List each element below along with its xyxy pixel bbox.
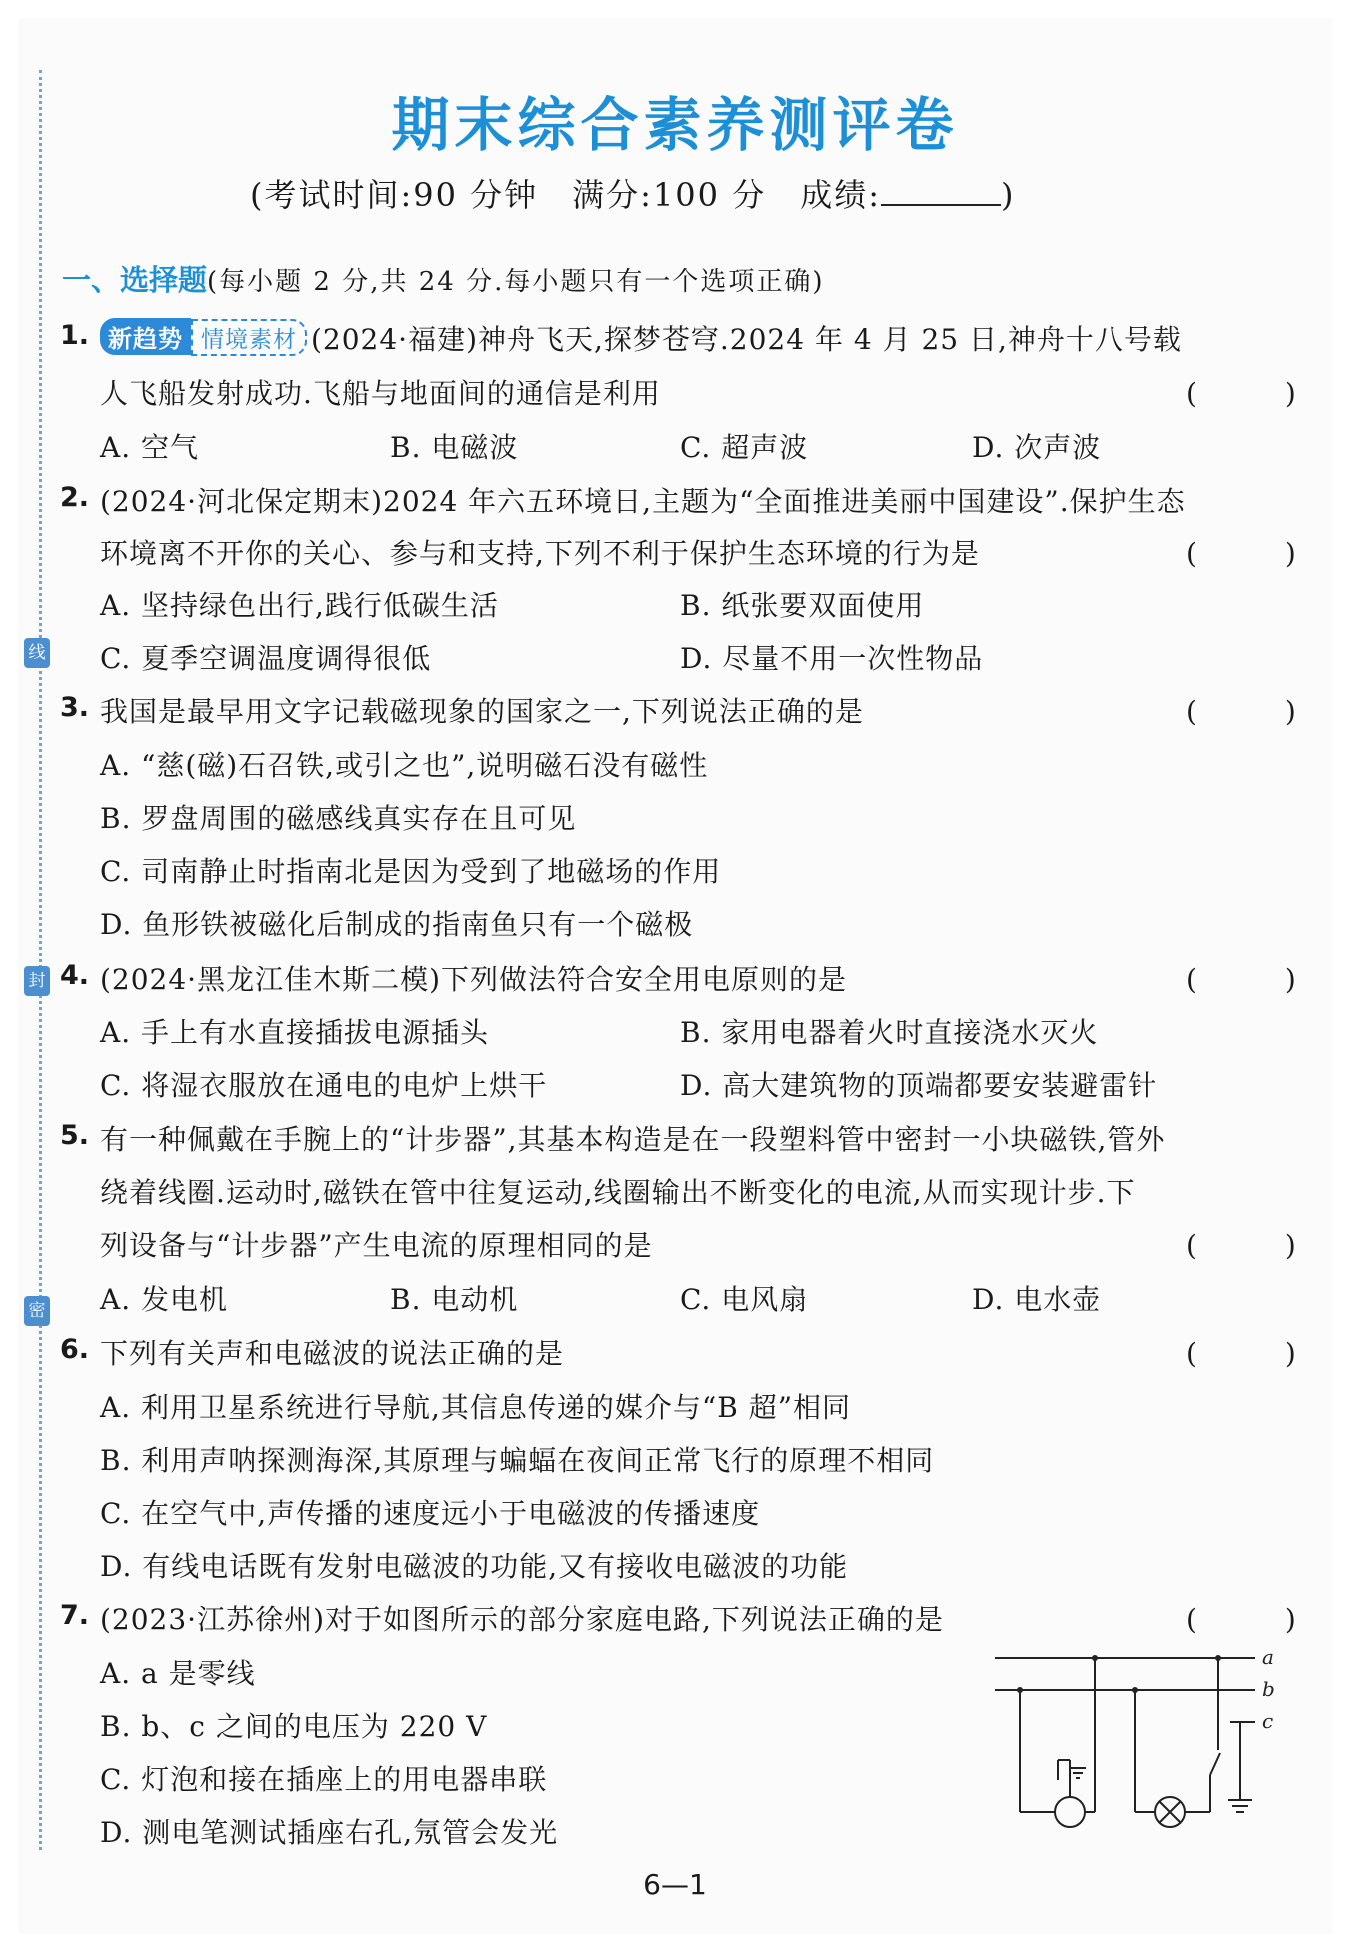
option: B. b、c 之间的电压为 220 V [100, 1710, 488, 1743]
question-text: 有一种佩戴在手腕上的“计步器”,其基本构造是在一段塑料管中密封一小块磁铁,管外 [100, 1123, 1166, 1156]
side-tab-feng: 封 [24, 966, 50, 996]
question-number: 5. [60, 1120, 90, 1151]
question-number: 2. [60, 482, 90, 513]
question-1-line-1 [100, 318, 1182, 358]
answer-paren[interactable]: ( ) [1186, 695, 1326, 728]
question-text: (2023·江苏徐州)对于如图所示的部分家庭电路,下列说法正确的是 [100, 1603, 944, 1636]
answer-paren[interactable]: ( ) [1186, 537, 1326, 570]
exam-info-text: (考试时间:90 分钟 满分:100 分 成绩: [250, 176, 881, 214]
option: A. “慈(磁)石召铁,或引之也”,说明磁石没有磁性 [100, 749, 709, 782]
option: D. 高大建筑物的顶端都要安装避雷针 [680, 1069, 1158, 1102]
question-text: (2024·福建)神舟飞天,探梦苍穹.2024 年 4 月 25 日,神舟十八号载 [311, 323, 1182, 356]
answer-paren[interactable]: ( ) [1186, 1229, 1326, 1262]
label-c: c [1262, 1709, 1274, 1733]
question-number: 7. [60, 1600, 90, 1631]
option: A. 坚持绿色出行,践行低碳生活 [100, 589, 499, 622]
option: D. 有线电话既有发射电磁波的功能,又有接收电磁波的功能 [100, 1550, 849, 1583]
answer-paren[interactable]: ( ) [1186, 1337, 1326, 1370]
score-blank[interactable] [881, 178, 1001, 206]
option: C. 电风扇 [680, 1283, 809, 1316]
option: A. a 是零线 [100, 1657, 256, 1690]
question-text: 绕着线圈.运动时,磁铁在管中往复运动,线圈输出不断变化的电流,从而实现计步.下 [100, 1176, 1136, 1209]
household-circuit-diagram [990, 1640, 1290, 1840]
exam-info-close: ) [1000, 176, 1016, 214]
option: D. 尽量不用一次性物品 [680, 642, 984, 675]
answer-paren[interactable]: ( ) [1186, 963, 1326, 996]
question-number: 3. [60, 692, 90, 723]
side-tab-mi: 密 [24, 1296, 50, 1326]
socket-symbol [1055, 1797, 1085, 1827]
binding-dotted-line [39, 70, 42, 1850]
label-a: a [1262, 1645, 1274, 1669]
option: B. 利用声呐探测海深,其原理与蝙蝠在夜间正常飞行的原理不相同 [100, 1444, 935, 1477]
answer-paren[interactable]: ( ) [1186, 377, 1326, 410]
question-text: 环境离不开你的关心、参与和支持,下列不利于保护生态环境的行为是 [100, 537, 980, 570]
section-title: 一、选择题 [62, 263, 208, 297]
option: B. 家用电器着火时直接浇水灭火 [680, 1016, 1099, 1049]
option: C. 司南静止时指南北是因为受到了地磁场的作用 [100, 855, 722, 888]
option: C. 超声波 [680, 431, 809, 464]
answer-paren[interactable]: ( ) [1186, 1603, 1326, 1636]
new-trend-badge: 新趋势 [100, 318, 191, 355]
option: C. 夏季空调温度调得很低 [100, 642, 432, 675]
page-title: 期末综合素养测评卷 [391, 91, 959, 159]
page-number: 6—1 [643, 1868, 707, 1901]
question-number: 4. [60, 960, 90, 991]
option: D. 次声波 [972, 431, 1102, 464]
option: D. 测电笔测试插座右孔,氖管会发光 [100, 1816, 559, 1849]
section-header [62, 258, 825, 299]
option: B. 纸张要双面使用 [680, 589, 925, 622]
context-material-badge: 情境素材 [191, 319, 307, 356]
question-text: (2024·河北保定期末)2024 年六五环境日,主题为“全面推进美丽中国建设”.保护生态 [100, 485, 1186, 518]
option: D. 鱼形铁被磁化后制成的指南鱼只有一个磁极 [100, 908, 694, 941]
label-b: b [1262, 1677, 1275, 1701]
option: D. 电水壶 [972, 1283, 1102, 1316]
section-note: (每小题 2 分,共 24 分.每小题只有一个选项正确) [207, 267, 825, 297]
option: C. 灯泡和接在插座上的用电器串联 [100, 1763, 548, 1796]
option: A. 空气 [100, 431, 200, 464]
option: C. 将湿衣服放在通电的电炉上烘干 [100, 1069, 548, 1102]
option: B. 罗盘周围的磁感线真实存在且可见 [100, 802, 577, 835]
option: A. 手上有水直接插拔电源插头 [100, 1016, 490, 1049]
question-text: 下列有关声和电磁波的说法正确的是 [100, 1337, 565, 1370]
question-text: (2024·黑龙江佳木斯二模)下列做法符合安全用电原则的是 [100, 963, 848, 996]
question-text: 列设备与“计步器”产生电流的原理相同的是 [100, 1229, 653, 1262]
question-text: 人飞船发射成功.飞船与地面间的通信是利用 [100, 377, 661, 410]
question-number: 1. [60, 320, 90, 351]
side-tab-xian: 线 [24, 638, 50, 668]
option: A. 发电机 [100, 1283, 229, 1316]
option: A. 利用卫星系统进行导航,其信息传递的媒介与“B 超”相同 [100, 1391, 852, 1424]
option: B. 电磁波 [390, 431, 519, 464]
option: B. 电动机 [390, 1283, 519, 1316]
question-text: 我国是最早用文字记载磁现象的国家之一,下列说法正确的是 [100, 695, 864, 728]
exam-info [250, 170, 1015, 216]
question-number: 6. [60, 1334, 90, 1365]
option: C. 在空气中,声传播的速度远小于电磁波的传播速度 [100, 1497, 761, 1530]
switch-symbol [1210, 1753, 1220, 1775]
